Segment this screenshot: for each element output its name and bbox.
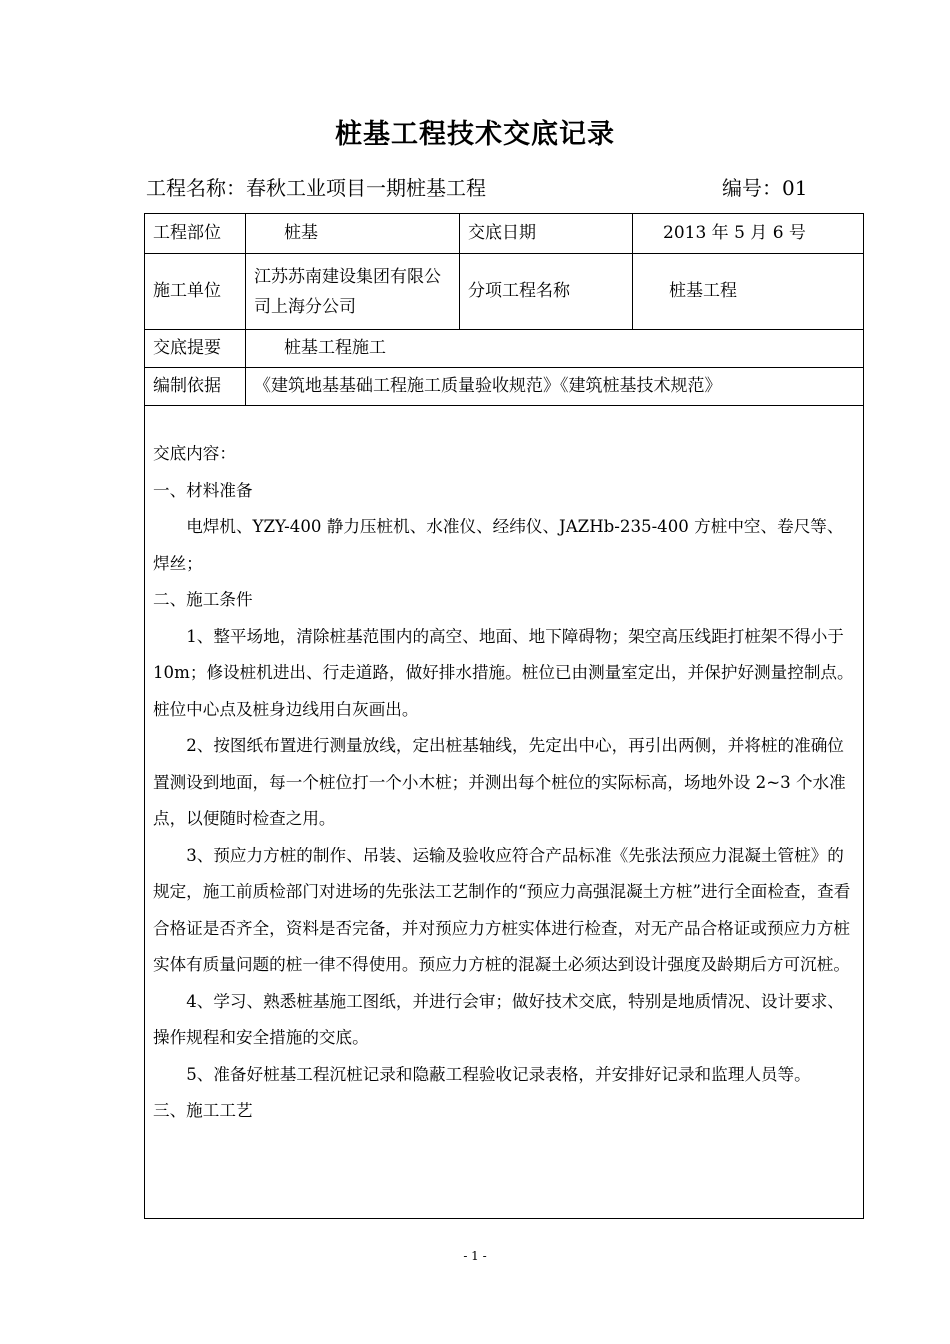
label-basis: 编制依据 <box>145 368 246 406</box>
label-construction-unit: 施工单位 <box>145 254 246 330</box>
table-row <box>145 406 864 1219</box>
document-title: 桩基工程技术交底记录 <box>335 119 615 150</box>
section-heading: 三、施工工艺 <box>153 1101 253 1120</box>
value-summary: 桩基工程施工 <box>246 330 864 368</box>
section-heading: 一、材料准备 <box>153 480 253 500</box>
handover-content-cell <box>145 406 864 1219</box>
label-handover-date: 交底日期 <box>460 214 633 254</box>
label-subproject-name: 分项工程名称 <box>460 254 633 330</box>
paragraph: 5、准备好桩基工程沉桩记录和隐蔽工程验收记录表格，并安排好记录和监理人员等。 <box>186 1064 811 1084</box>
value-handover-date: 2013 年 5 月 6 号 <box>633 214 864 254</box>
paragraph: 电焊机、YZY-400 静力压桩机、水准仪、经纬仪、JAZHb-235-400 方桩中空、卷尺等、焊丝； <box>153 517 844 573</box>
value-construction-unit: 江苏苏南建设集团有限公司上海分公司 <box>246 254 460 330</box>
paragraph: 1、整平场地，清除桩基范围内的高空、地面、地下障碍物；架空高压线距打桩架不得小于 10m；修设桩机进出、行走道路，做好排水措施。桩位已由测量室定出，并保护好测量控制点。桩位中心点及桩身边线用白灰画出。 <box>153 626 854 719</box>
table-row <box>145 254 864 330</box>
table-row <box>145 214 864 254</box>
section-heading: 二、施工条件 <box>153 590 253 609</box>
label-summary: 交底提要 <box>145 330 246 368</box>
handover-record-table <box>144 213 864 1219</box>
paragraph: 4、学习、熟悉桩基施工图纸，并进行会审；做好技术交底，特别是地质情况、设计要求、操作规程和安全措施的交底。 <box>153 991 844 1047</box>
content-heading: 交底内容： <box>153 444 236 463</box>
project-name: 工程名称：春秋工业项目一期桩基工程 <box>146 176 486 200</box>
value-basis: 《建筑地基基础工程施工质量验收规范》《建筑桩基技术规范》 <box>246 368 864 406</box>
document-number: 编号：01 <box>722 176 808 200</box>
label-project-part: 工程部位 <box>145 214 246 254</box>
page-number: - 1 - <box>463 1249 487 1263</box>
handover-content <box>145 406 863 1130</box>
table-row <box>145 368 864 406</box>
value-project-part: 桩基 <box>246 214 460 254</box>
value-subproject-name: 桩基工程 <box>633 254 864 330</box>
paragraph: 3、预应力方桩的制作、吊装、运输及验收应符合产品标准《先张法预应力混凝土管桩》的规定，施工前质检部门对进场的先张法工艺制作的“预应力高强混凝土方桩”进行全面检查，查看合格证是否齐全，资料是否完备，并对预应力方桩实体进行检查，对无产品合格证或预应力方桩实体有质量问题的桩一律不得使用。预应力方桩的混凝土必须达到设计强度及龄期后方可沉桩。 <box>153 845 851 974</box>
paragraph: 2、按图纸布置进行测量放线，定出桩基轴线，先定出中心，再引出两侧，并将桩的准确位置测设到地面，每一个桩位打一个小木桩；并测出每个桩位的实际标高，场地外设 2~3 个水准点，以便随时检查之用。 <box>153 736 846 828</box>
table-row <box>145 330 864 368</box>
